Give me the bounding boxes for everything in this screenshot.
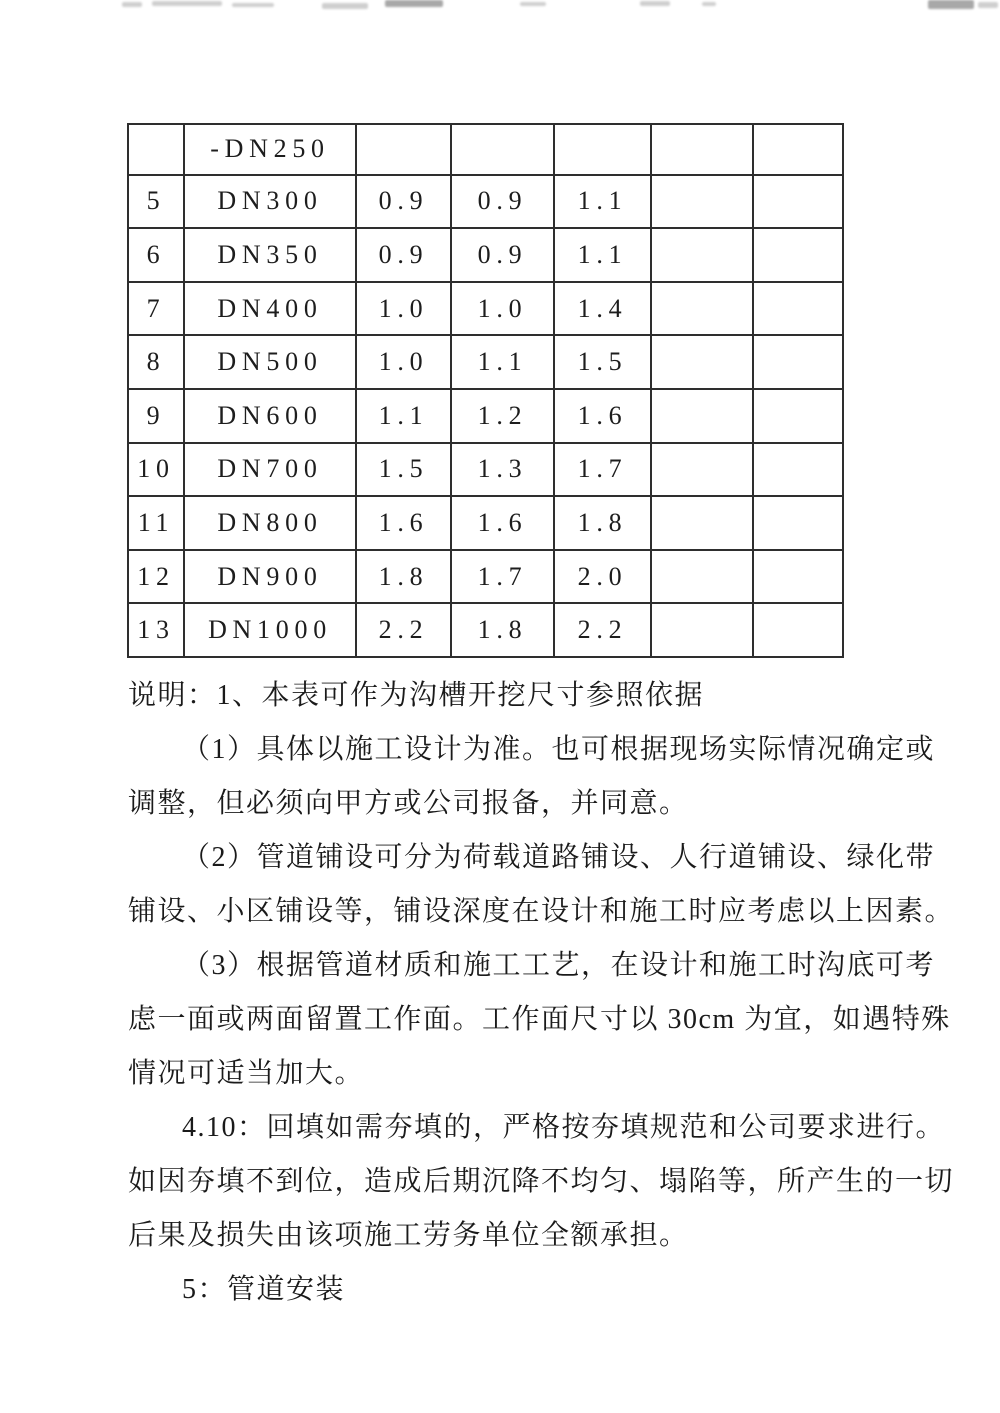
table-row — [128, 335, 843, 389]
table-cell — [651, 124, 753, 175]
table-cell — [651, 496, 753, 550]
table-cell: DN900 — [184, 550, 356, 604]
note-line: 后果及损失由该项施工劳务单位全额承担。 — [128, 1220, 689, 1251]
table-cell: 1.1 — [356, 389, 451, 443]
table-cell: 1.1 — [451, 335, 554, 389]
table-cell — [356, 124, 451, 175]
table-cell — [753, 282, 843, 336]
table-cell: DN400 — [184, 282, 356, 336]
table-cell — [753, 228, 843, 282]
table-cell — [651, 389, 753, 443]
table-cell: 0.9 — [356, 175, 451, 229]
table-cell: 9 — [128, 389, 184, 443]
table-cell: DN300 — [184, 175, 356, 229]
table-cell: 7 — [128, 282, 184, 336]
table-cell: DN1000 — [184, 603, 356, 657]
table-cell — [651, 550, 753, 604]
note-line: 说明：1、本表可作为沟槽开挖尺寸参照依据 — [128, 680, 705, 711]
table-row — [128, 389, 843, 443]
table-cell — [651, 443, 753, 497]
table-cell: 1.0 — [356, 335, 451, 389]
table-cell: 1.8 — [451, 603, 554, 657]
table-cell: -DN250 — [184, 124, 356, 175]
table-cell: DN700 — [184, 443, 356, 497]
table-cell — [651, 603, 753, 657]
table-cell — [554, 124, 651, 175]
table-cell: 1.8 — [554, 496, 651, 550]
note-line: 情况可适当加大。 — [128, 1058, 365, 1089]
table-cell: DN500 — [184, 335, 356, 389]
table-cell — [651, 282, 753, 336]
table-row — [128, 282, 843, 336]
table-cell: 0.9 — [451, 228, 554, 282]
table-cell: DN350 — [184, 228, 356, 282]
note-line: 调整，但必须向甲方或公司报备，并同意。 — [128, 788, 689, 819]
table-cell — [753, 603, 843, 657]
table-row — [128, 550, 843, 604]
note-line: （3）根据管道材质和施工工艺，在设计和施工时沟底可考 — [182, 950, 936, 981]
table-row — [128, 496, 843, 550]
table-cell: 1.5 — [554, 335, 651, 389]
table-cell: 11 — [128, 496, 184, 550]
note-line: 5：管道安装 — [182, 1274, 346, 1305]
table-cell: 1.6 — [451, 496, 554, 550]
table-row — [128, 443, 843, 497]
table-row — [128, 124, 843, 175]
table-cell: 12 — [128, 550, 184, 604]
pipe-table-body — [128, 124, 843, 657]
table-cell: 0.9 — [356, 228, 451, 282]
table-cell — [753, 496, 843, 550]
table-cell: 1.7 — [451, 550, 554, 604]
table-cell: DN800 — [184, 496, 356, 550]
table-cell: 1.7 — [554, 443, 651, 497]
table-cell — [753, 124, 843, 175]
table-cell: 1.3 — [451, 443, 554, 497]
note-line: 4.10：回填如需夯填的，严格按夯填规范和公司要求进行。 — [182, 1112, 946, 1143]
table-cell — [753, 335, 843, 389]
table-cell: 1.1 — [554, 228, 651, 282]
table-cell — [753, 550, 843, 604]
table-cell: 2.0 — [554, 550, 651, 604]
table-cell — [651, 335, 753, 389]
table-cell: 1.0 — [451, 282, 554, 336]
table-cell — [128, 124, 184, 175]
table-cell: DN600 — [184, 389, 356, 443]
table-cell: 1.1 — [554, 175, 651, 229]
table-cell — [651, 175, 753, 229]
table-cell: 1.5 — [356, 443, 451, 497]
note-line: （2）管道铺设可分为荷载道路铺设、人行道铺设、绿化带 — [182, 842, 936, 873]
table-cell: 1.2 — [451, 389, 554, 443]
table-cell: 2.2 — [356, 603, 451, 657]
table-cell — [753, 389, 843, 443]
note-line: 如因夯填不到位，造成后期沉降不均匀、塌陷等，所产生的一切 — [128, 1166, 955, 1197]
table-cell — [451, 124, 554, 175]
table-cell: 8 — [128, 335, 184, 389]
table-cell — [651, 228, 753, 282]
note-line: 铺设、小区铺设等，铺设深度在设计和施工时应考虑以上因素。 — [128, 896, 955, 927]
table-cell: 13 — [128, 603, 184, 657]
table-row — [128, 175, 843, 229]
table-cell: 1.6 — [554, 389, 651, 443]
table-cell: 1.0 — [356, 282, 451, 336]
table-cell: 10 — [128, 443, 184, 497]
table-cell: 1.6 — [356, 496, 451, 550]
table-cell — [753, 443, 843, 497]
table-row — [128, 228, 843, 282]
table-cell: 1.8 — [356, 550, 451, 604]
pipe-dimension-table — [127, 123, 844, 658]
table-cell: 2.2 — [554, 603, 651, 657]
table-cell: 1.4 — [554, 282, 651, 336]
table-cell: 0.9 — [451, 175, 554, 229]
note-line: （1）具体以施工设计为准。也可根据现场实际情况确定或 — [182, 734, 936, 765]
table-cell: 5 — [128, 175, 184, 229]
table-row — [128, 603, 843, 657]
notes-section — [128, 666, 955, 1314]
table-cell: 6 — [128, 228, 184, 282]
note-line: 虑一面或两面留置工作面。工作面尺寸以 30cm 为宜，如遇特殊 — [128, 1004, 951, 1035]
table-cell — [753, 175, 843, 229]
